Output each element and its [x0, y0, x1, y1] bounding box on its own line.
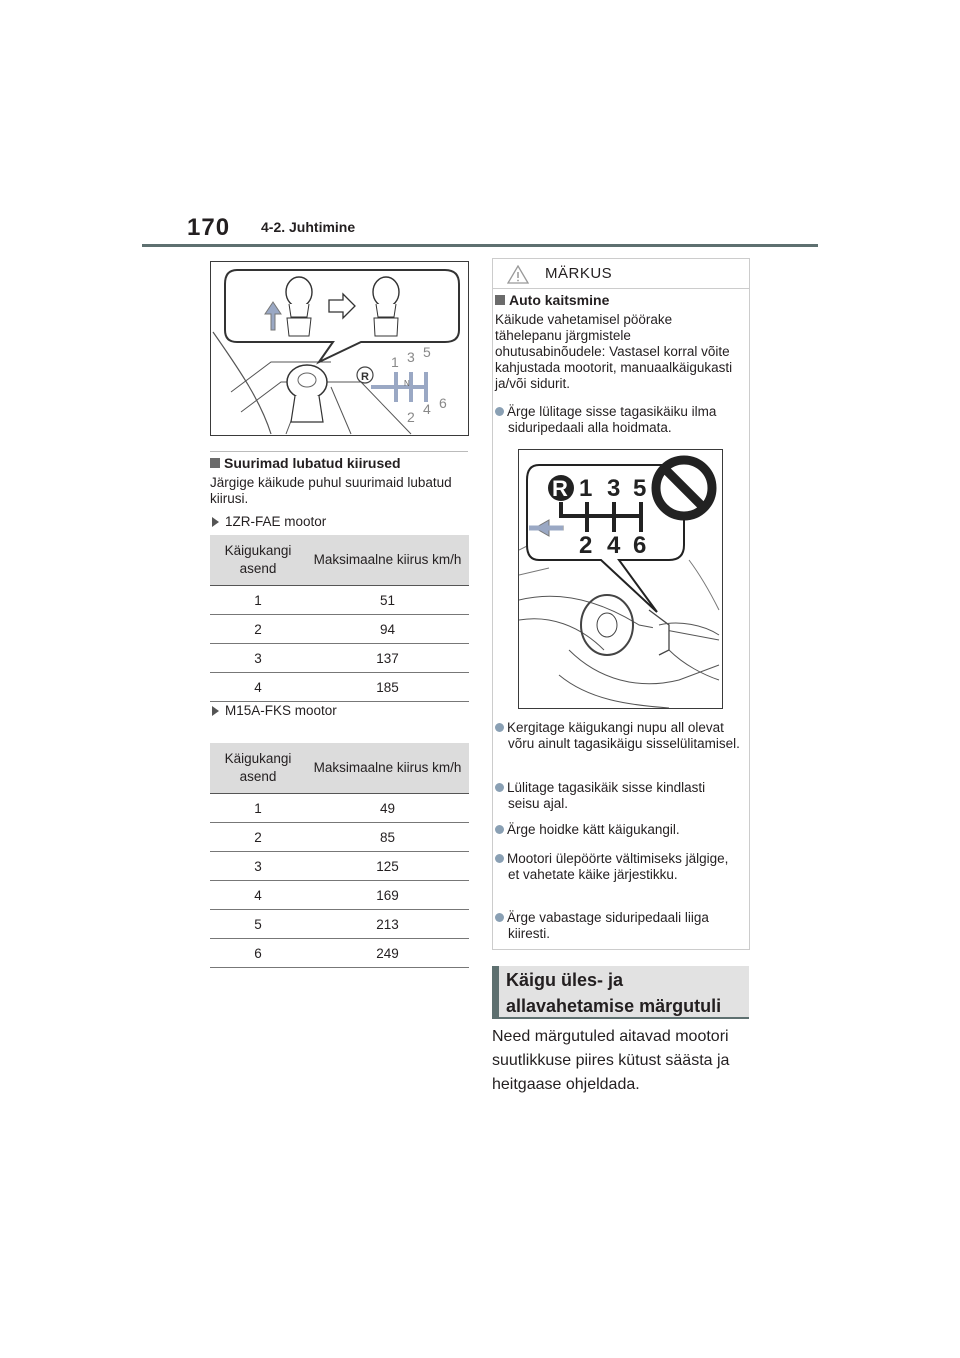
speeds-intro: Järgige käikude puhul suurimaid lubatud kiirusi.	[210, 475, 452, 506]
fig2-g6: 6	[633, 532, 647, 559]
prohibited-icon	[656, 460, 712, 516]
fig2-g1: 1	[579, 475, 593, 502]
fig2-g5: 5	[633, 475, 647, 502]
notice-title: MÄRKUS	[545, 265, 613, 282]
table-row: 3 137	[210, 644, 469, 673]
header-rule	[142, 244, 818, 247]
table-row: 3 125	[210, 852, 469, 881]
dot-bullet-icon	[495, 825, 504, 834]
dot-bullet-icon	[495, 407, 504, 416]
table-header-row	[210, 535, 469, 586]
fig2-g3: 3	[607, 475, 621, 502]
table-row: 6 249	[210, 939, 469, 968]
banner-title: Käigu üles- ja allavahetamise märgutuli	[506, 970, 722, 1016]
notice-heading: Auto kaitsmine	[495, 292, 609, 308]
fig1-g5: 5	[423, 344, 431, 360]
section-title: 4-2. Juhtimine	[261, 219, 356, 235]
fig1-r-label: R	[361, 371, 369, 383]
table-row: 2 94	[210, 615, 469, 644]
dot-bullet-icon	[495, 783, 504, 792]
table-row: 1 51	[210, 586, 469, 615]
fig1-n: N	[404, 379, 410, 388]
speeds-heading: Suurimad lubatud kiirused	[210, 455, 401, 471]
warning-triangle-icon	[507, 265, 529, 284]
col-gear-header: Käigukangi asend	[210, 535, 306, 586]
fig1-g6: 6	[439, 395, 447, 411]
table-row: 4 169	[210, 881, 469, 910]
table-row: 4 185	[210, 673, 469, 702]
col-speed-header: Maksimaalne kiirus km/h	[306, 535, 469, 586]
fig2-g4: 4	[607, 532, 621, 559]
col-gear-header: Käigukangi asend	[210, 743, 306, 794]
speed-table-m15a	[210, 743, 469, 968]
square-bullet-icon	[210, 458, 220, 468]
notice-bullet-4: Ärge hoidke kätt käigukangil.	[495, 822, 740, 838]
fig1-g2: 2	[407, 409, 415, 425]
notice-bullet-2: Kergitage käigukangi nupu all olevat võru ainult tagasikäigu sisselülitamisel.	[495, 720, 740, 752]
square-bullet-icon	[495, 295, 505, 305]
notice-intro: Käikude vahetamisel pöörake tähelepanu järgmistele ohutusabinõudele: Vastasel korral võite kahjustada mootorit, manuaalkäigukasti ja/või sidurit.	[495, 312, 733, 391]
table-header-row	[210, 743, 469, 794]
triangle-bullet-icon	[212, 517, 219, 527]
notice-bullet-6: Ärge vabastage siduripedaali liiga kiiresti.	[495, 910, 740, 942]
dot-bullet-icon	[495, 723, 504, 732]
dot-bullet-icon	[495, 913, 504, 922]
body-paragraph: Need märgutuled aitavad mootori suutlikkuse piires kütust säästa ja heitgaase ohjeldada.	[492, 1028, 730, 1093]
table-row: 1 49	[210, 794, 469, 823]
notice-bullet-3: Lülitage tagasikäik sisse kindlasti seisu ajal.	[495, 780, 740, 812]
shift-lever-figure	[210, 261, 469, 436]
speed-table-1zr	[210, 535, 469, 702]
fig1-g3: 3	[407, 349, 415, 365]
notice-bullet-1: Ärge lülitage sisse tagasikäiku ilma siduripedaali alla hoidmata.	[495, 404, 740, 436]
engine2-label: M15A-FKS mootor	[212, 703, 337, 719]
left-divider	[210, 451, 468, 452]
table-row: 5 213	[210, 910, 469, 939]
notice-header	[493, 259, 749, 289]
engine1-label: 1ZR-FAE mootor	[212, 514, 326, 530]
col-speed-header: Maksimaalne kiirus km/h	[306, 743, 469, 794]
fig2-r-label: R	[552, 476, 568, 501]
fig2-g2: 2	[579, 532, 593, 559]
reverse-gear-figure	[518, 449, 723, 709]
page-number: 170	[187, 214, 231, 241]
dot-bullet-icon	[495, 854, 504, 863]
fig1-g4: 4	[423, 401, 431, 417]
triangle-bullet-icon	[212, 706, 219, 716]
fig1-g1: 1	[391, 354, 399, 370]
notice-bullet-5: Mootori ülepöörte vältimiseks jälgige, et vahetate käike järjestikku.	[495, 851, 740, 883]
table-row: 2 85	[210, 823, 469, 852]
